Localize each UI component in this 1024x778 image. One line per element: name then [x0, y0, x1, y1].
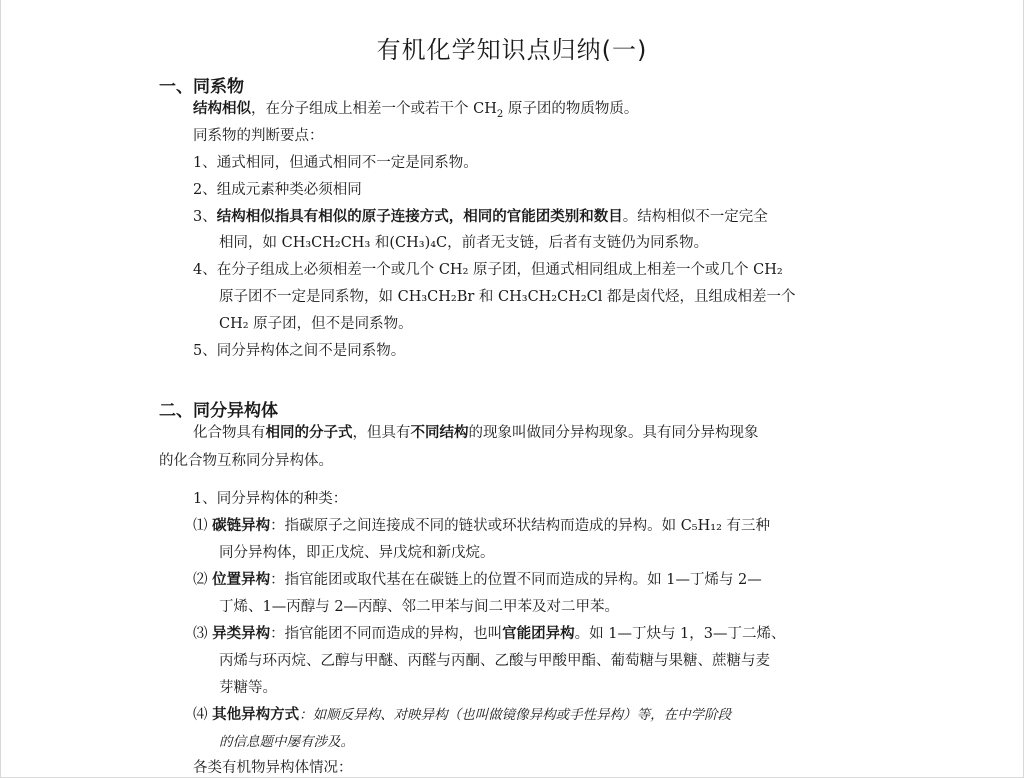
intro-text-d: 的现象叫做同分异构现象。具有同分异构现象	[468, 425, 759, 441]
page-title: 有机化学知识点归纳(一)	[376, 36, 648, 64]
type-carbon-chain-continued: 同分异构体，即正戊烷、异戊烷和新戊烷。	[219, 545, 495, 561]
isomer-intro-continued: 的化合物互称同分异构体。	[159, 453, 333, 469]
isomer-intro	[193, 423, 759, 443]
type-3-number: ⑶	[193, 626, 208, 642]
type-carbon-chain	[193, 516, 770, 536]
section-heading-isomers: 二、同分异构体	[159, 401, 278, 421]
type-2-text: ：指官能团或取代基在在碳链上的位置不同而造成的异构。如 1—丁烯与 2—	[270, 572, 762, 588]
type-4-term: 其他异构方式	[212, 707, 300, 723]
isomer-overview-label: 各类有机物异构体情况：	[193, 760, 353, 776]
definition-line	[193, 99, 638, 119]
criterion-3-number: 3、	[193, 209, 217, 225]
intro-text-c: ，但具有	[352, 425, 411, 441]
criterion-4-continued-2: CH₂ 原子团，但不是同系物。	[219, 316, 413, 332]
criterion-1: 1、通式相同，但通式相同不一定是同系物。	[193, 155, 478, 171]
type-position-continued: 丁烯、1—丙醇与 2—丙醇、邻二甲苯与间二甲苯及对二甲苯。	[219, 599, 620, 615]
type-functional-group-continued: 丙烯与环丙烷、乙醇与甲醚、丙醛与丙酮、乙酸与甲酸甲酯、葡萄糖与果糖、蔗糖与麦	[219, 653, 770, 669]
criterion-3	[193, 207, 768, 227]
type-other	[193, 705, 731, 725]
intro-bold-structure: 不同结构	[410, 425, 469, 441]
type-1-number: ⑴	[193, 518, 208, 534]
criterion-4: 4、在分子组成上必须相差一个或几个 CH₂ 原子团，但通式相同组成上相差一个或几个 CH₂	[193, 262, 783, 278]
type-other-continued: 的信息题中屡有涉及。	[219, 734, 354, 750]
intro-bold-formula: 相同的分子式	[265, 425, 353, 441]
type-3-bold: 官能团异构	[502, 626, 575, 642]
criterion-5: 5、同分异构体之间不是同系物。	[193, 343, 406, 359]
type-4-text: ：如顺反异构、对映异构（也叫做镜像异构或手性异构）等，在中学阶段	[299, 707, 732, 723]
criterion-3-continued: 相同，如 CH₃CH₂CH₃ 和(CH₃)₄C，前者无支链，后者有支链仍为同系物。	[219, 235, 709, 251]
type-3-end: 。如 1—丁炔与 1，3—丁二烯、	[574, 626, 786, 642]
criterion-4-continued: 原子团不一定是同系物，如 CH₃CH₂Br 和 CH₃CH₂CH₂Cl 都是卤代烃，且组成相差一个	[219, 289, 796, 305]
type-3-term: 异类异构	[212, 626, 271, 642]
isomer-types-label: 1、同分异构体的种类：	[193, 491, 348, 507]
type-1-term: 碳链异构	[212, 518, 271, 534]
criterion-3-bold: 结构相似指具有相似的原子连接方式，相同的官能团类别和数目	[216, 209, 623, 225]
type-1-text: ：指碳原子之间连接成不同的链状或环状结构而造成的异构。如 C₅H₁₂ 有三种	[270, 518, 771, 534]
intro-text-a: 化合物具有	[193, 425, 266, 441]
type-functional-group-continued-2: 芽糖等。	[219, 680, 277, 696]
type-3-text: ：指官能团不同而造成的异构，也叫	[270, 626, 503, 642]
type-2-term: 位置异构	[212, 572, 271, 588]
criterion-2: 2、组成元素种类必须相同	[193, 182, 362, 198]
definition-subscript: 2	[496, 108, 504, 120]
definition-text: ，在分子组成上相差一个或若干个 CH	[251, 101, 497, 117]
type-4-number: ⑷	[193, 707, 208, 723]
criterion-3-rest: 。结构相似不一定完全	[622, 209, 768, 225]
criteria-label: 同系物的判断要点：	[193, 128, 324, 144]
type-2-number: ⑵	[193, 572, 208, 588]
type-functional-group	[193, 624, 786, 644]
definition-term: 结构相似	[193, 101, 251, 117]
type-position	[193, 570, 762, 590]
definition-end: 原子团的物质物质。	[503, 101, 639, 117]
section-heading-homologues: 一、同系物	[159, 77, 244, 97]
